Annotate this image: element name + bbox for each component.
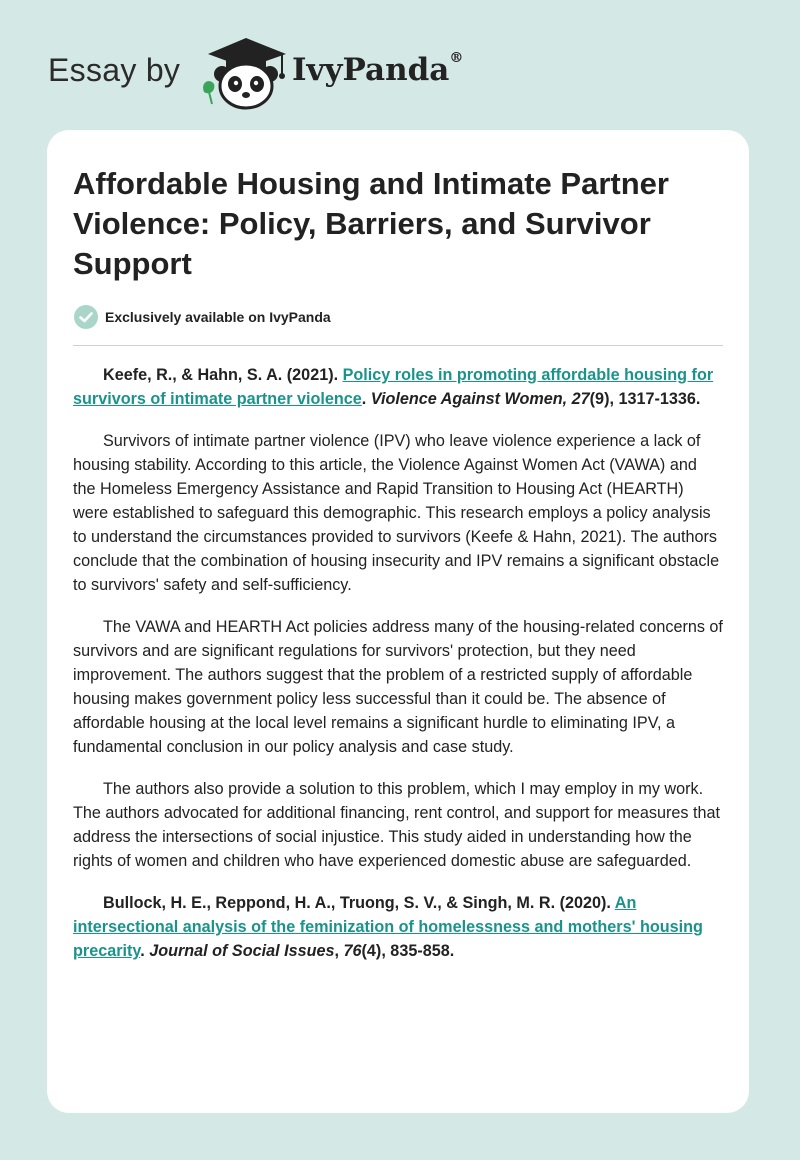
exclusive-badge bbox=[73, 304, 331, 330]
exclusive-label: Exclusively available on IvyPanda bbox=[105, 309, 331, 325]
reference-2: Bullock, H. E., Reppond, H. A., Truong, S. V., & Singh, M. R. (2020). An intersectional analysis of the feminization of homelessness and mothers' housing precarity. Journal of Social Issues, 76(4), 835-858. bbox=[73, 894, 703, 960]
article-card bbox=[47, 130, 749, 1113]
paragraph-2: The VAWA and HEARTH Act policies address many of the housing-related concerns of survivors and are significant regulations for survivors' protection, but they need improvement. The authors suggest that the problem of a restricted supply of affordable housing makes government policy less successful than it could be. The absence of affordable housing at the local level remains a significant hurdle to eliminating IPV, a fundamental conclusion in our policy analysis and case study. bbox=[73, 618, 723, 756]
paragraph-1: Survivors of intimate partner violence (IPV) who leave violence experience a lack of housing stability. According to this article, the Violence Against Women Act (VAWA) and the Homeless Emergency Assistance and Rapid Transition to Housing Act (HEARTH) were established to safeguard this demographic. This research employs a policy analysis to understand the circumstances provided to survivors (Keefe & Hahn, 2021). The authors conclude that the combination of housing insecurity and IPV remains a significant obstacle to survivors' safety and self-sufficiency. bbox=[73, 432, 720, 594]
brand-name[interactable]: IvyPanda® bbox=[292, 50, 464, 88]
check-circle-icon bbox=[73, 304, 99, 330]
reference-1: Keefe, R., & Hahn, S. A. (2021). Policy roles in promoting affordable housing for survivors of intimate partner violence. Violence Against Women, 27(9), 1317-1336. bbox=[73, 366, 714, 408]
article-body bbox=[73, 363, 723, 981]
panda-graduate-icon[interactable] bbox=[198, 34, 288, 110]
paragraph-3: The authors also provide a solution to this problem, which I may employ in my work. The authors advocated for additional financing, rent control, and support for measures that address the intersections of social injustice. This study aided in understanding how the rights of women and children who have experienced domestic abuse are safeguarded. bbox=[73, 780, 720, 870]
essay-by-label: Essay by bbox=[48, 52, 181, 88]
reference-2-link[interactable]: An intersectional analysis of the feminization of homelessness and mothers' housing precarity bbox=[73, 894, 703, 960]
divider bbox=[73, 345, 723, 346]
page-title: Affordable Housing and Intimate Partner Violence: Policy, Barriers, and Survivor Support bbox=[73, 166, 669, 281]
reference-1-link[interactable]: Policy roles in promoting affordable housing for survivors of intimate partner violence bbox=[73, 366, 714, 408]
site-header bbox=[0, 0, 800, 130]
